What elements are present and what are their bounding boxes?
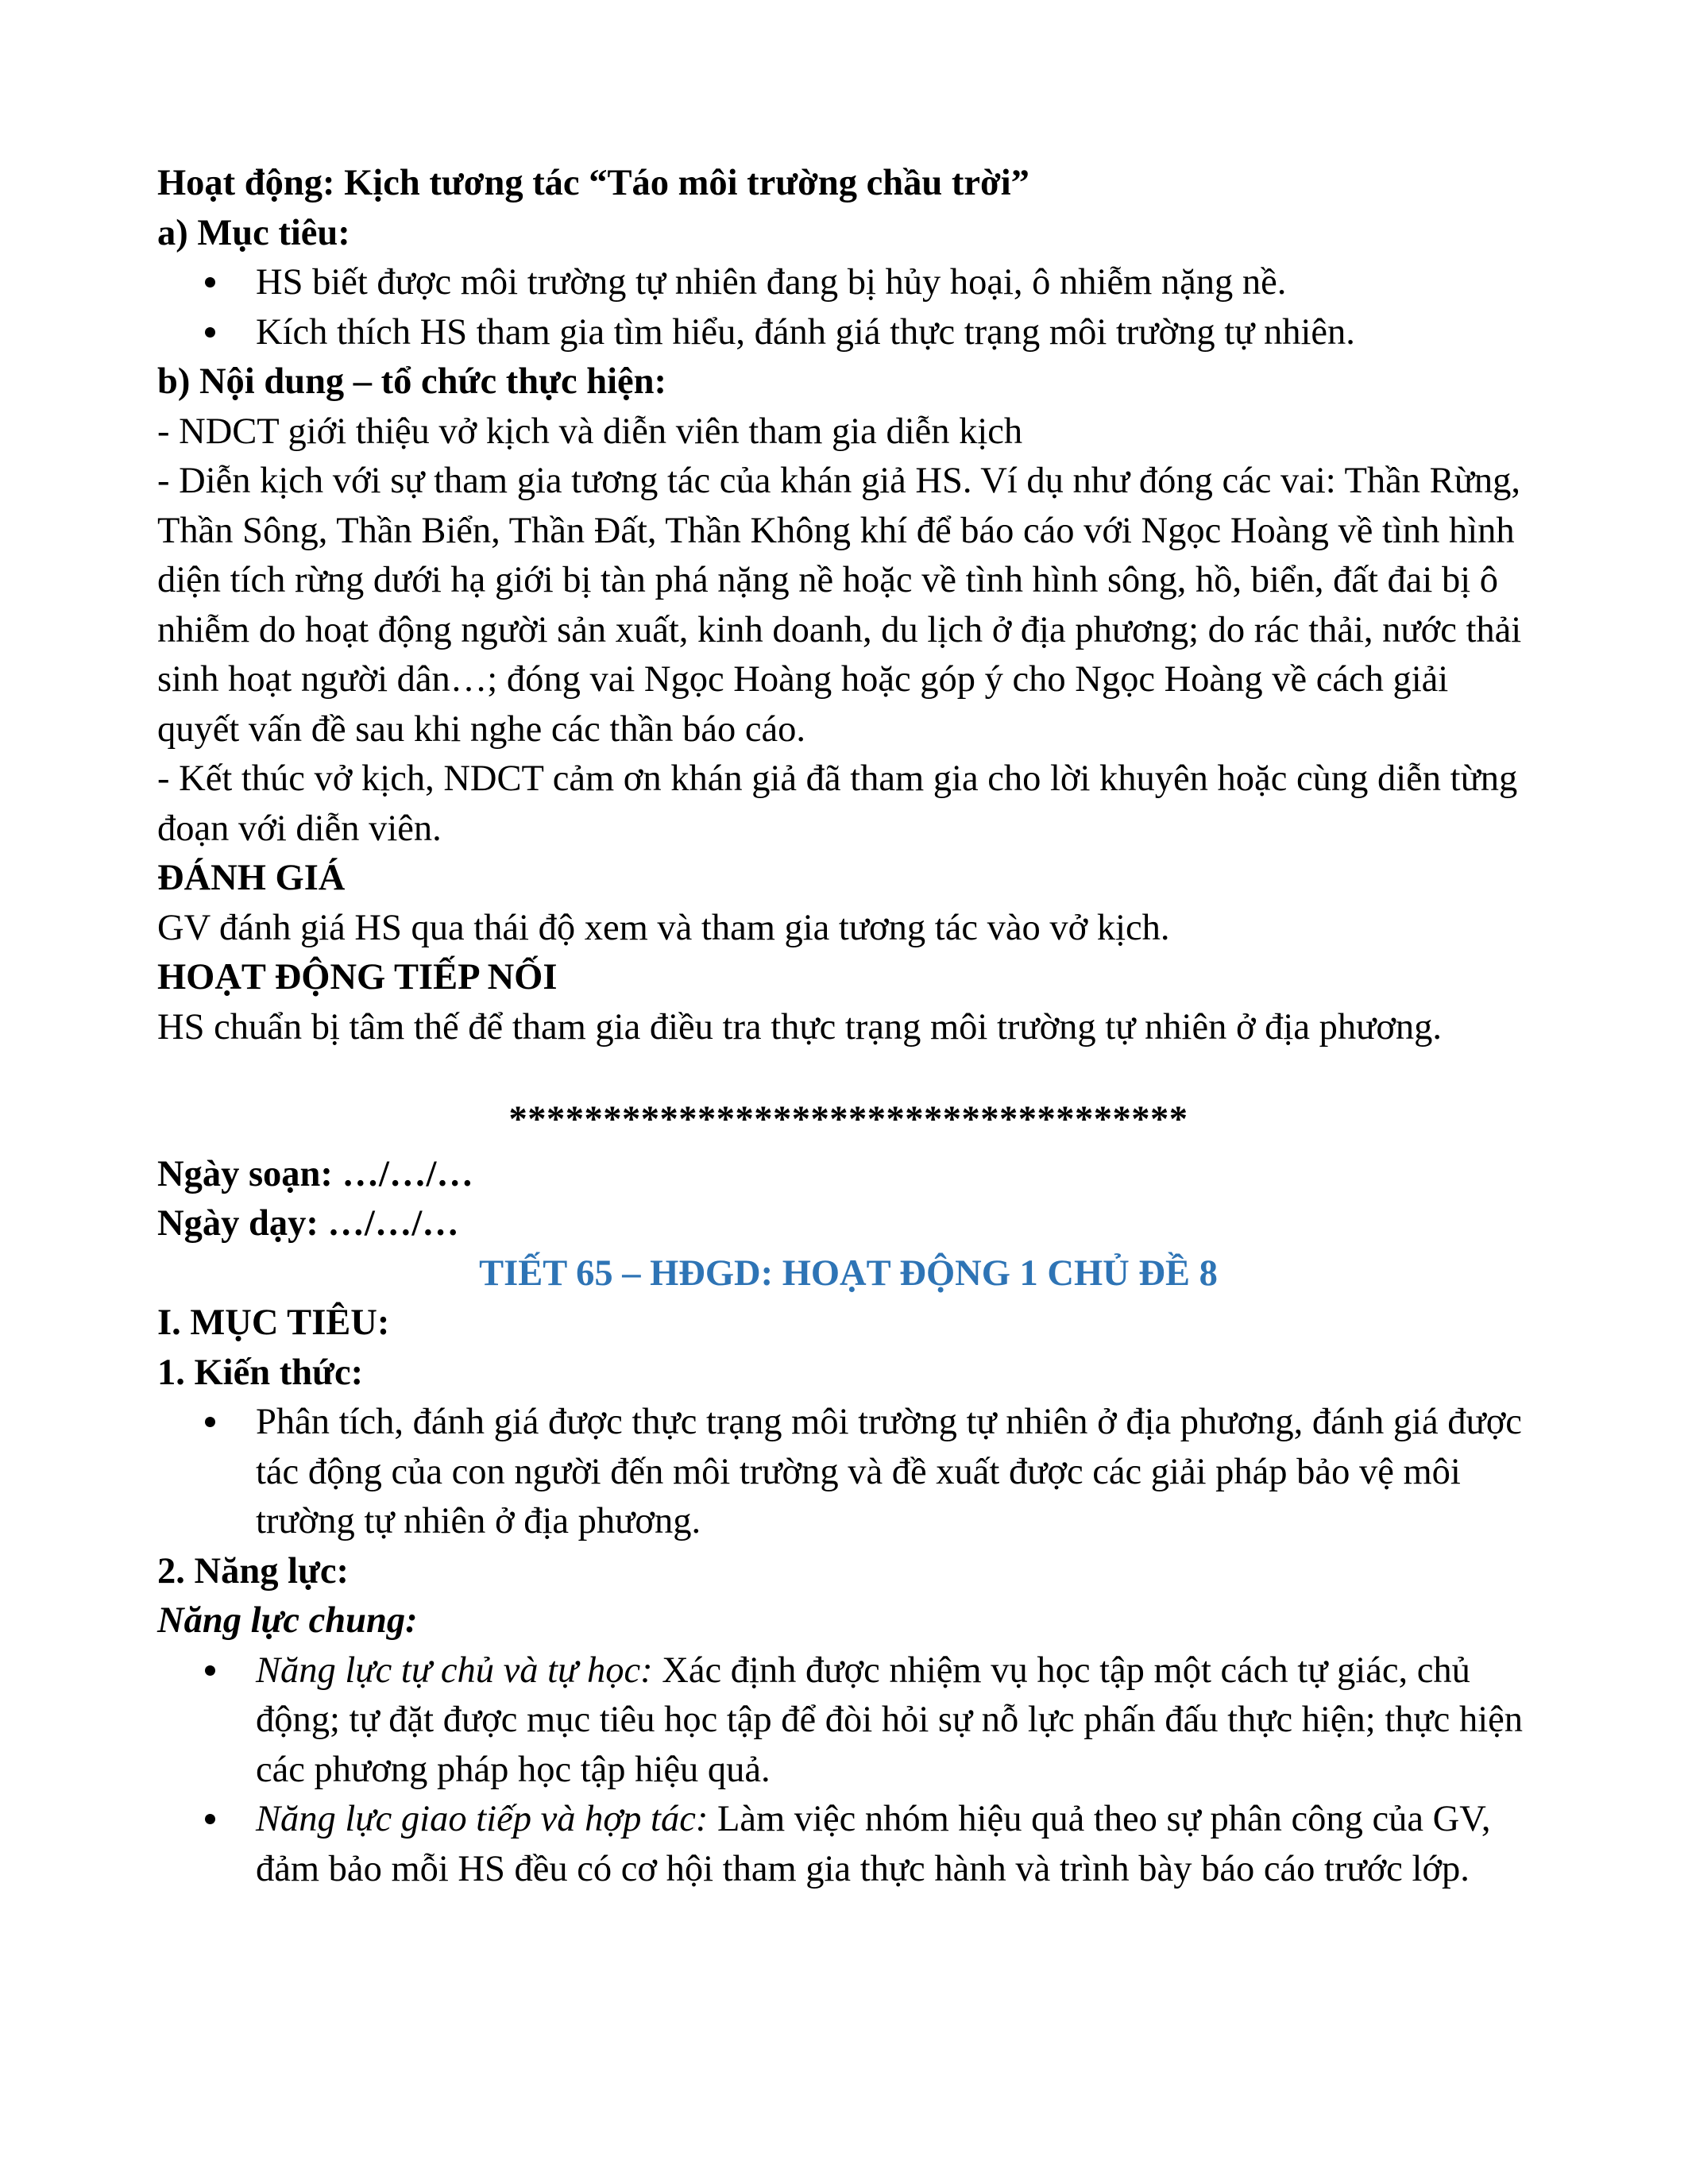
prep-date: Ngày soạn: …/…/…	[157, 1153, 473, 1194]
content-paragraph: - Diễn kịch với sự tham gia tương tác của khán giả HS. Ví dụ như đóng các vai: Thần Rừng, Thần Sông, Thần Biển, Thần Đất, Thần Không khí để báo cáo với Ngọc Hoàng về tình hình diện tích rừng dưới hạ giới bị tàn phá nặng nề hoặc về tình hình sông, hồ, biển, đất đai bị ô nhiễm do hoạt động người sản xuất, kinh doanh, du lịch ở địa phương; do rác thải, nước thải sinh hoạt người dân…; đóng vai Ngọc Hoàng hoặc góp ý cho Ngọc Hoàng về cách giải quyết vấn đề sau khi nghe các thần báo cáo.	[157, 461, 1522, 750]
bullet-icon	[205, 1665, 215, 1676]
document-page	[157, 159, 1539, 1894]
list-item	[157, 1398, 1539, 1547]
list-item	[157, 1646, 1539, 1796]
competency-text: Xác định được nhiệm vụ học tập một cách tự giác, chủ động; tự đặt được mục tiêu học tập để đòi hỏi sự nỗ lực phấn đấu thực hiện; thực hiện các phương pháp học tập hiệu quả.	[256, 1650, 1524, 1790]
activity-title: Hoạt động: Kịch tương tác “Táo môi trường chầu trời”	[157, 163, 1029, 203]
competency-heading: 2. Năng lực:	[157, 1550, 350, 1592]
knowledge-list	[157, 1398, 1539, 1547]
followup-text: HS chuẩn bị tâm thế để tham gia điều tra thực trạng môi trường tự nhiên ở địa phương.	[157, 1006, 1443, 1048]
competency-label: Năng lực giao tiếp và hợp tác:	[256, 1799, 709, 1839]
bullet-icon	[205, 1417, 215, 1427]
lesson-title: TIẾT 65 – HĐGD: HOẠT ĐỘNG 1 CHỦ ĐỀ 8	[479, 1252, 1218, 1294]
bullet-icon	[205, 277, 215, 287]
general-competency-heading: Năng lực chung:	[157, 1600, 418, 1641]
list-item-text: HS biết được môi trường tự nhiên đang bị hủy hoại, ô nhiễm nặng nề.	[256, 262, 1287, 303]
list-item-text: Kích thích HS tham gia tìm hiểu, đánh giá thực trạng môi trường tự nhiên.	[256, 311, 1355, 353]
list-item	[157, 1795, 1539, 1894]
objectives-heading: a) Mục tiêu:	[157, 212, 350, 253]
bullet-icon	[205, 327, 215, 338]
lesson-objectives-heading: I. MỤC TIÊU:	[157, 1302, 390, 1343]
followup-heading: HOẠT ĐỘNG TIẾP NỐI	[157, 957, 558, 997]
separator: ************************************	[508, 1099, 1188, 1140]
competency-label: Năng lực tự chủ và tự học:	[256, 1650, 653, 1691]
competency-text: Làm việc nhóm hiệu quả theo sự phân công của GV, đảm bảo mỗi HS đều có cơ hội tham gia thực hành và trình bày báo cáo trước lớp.	[256, 1799, 1491, 1889]
objectives-list	[157, 258, 1539, 357]
evaluation-text: GV đánh giá HS qua thái độ xem và tham gia tương tác vào vở kịch.	[157, 907, 1170, 948]
list-item	[157, 308, 1539, 358]
content-paragraph: - Kết thúc vở kịch, NDCT cảm ơn khán giả đã tham gia cho lời khuyên hoặc cùng diễn từng đoạn với diễn viên.	[157, 758, 1518, 849]
teach-date: Ngày dạy: …/…/…	[157, 1203, 459, 1244]
content-heading: b) Nội dung – tổ chức thực hiện:	[157, 361, 666, 402]
bullet-icon	[205, 1814, 215, 1824]
content-paragraph: - NDCT giới thiệu vở kịch và diễn viên tham gia diễn kịch	[157, 411, 1023, 452]
knowledge-heading: 1. Kiến thức:	[157, 1352, 364, 1393]
list-item	[157, 258, 1539, 308]
evaluation-heading: ĐÁNH GIÁ	[157, 858, 346, 898]
competency-list	[157, 1646, 1539, 1895]
list-item-text: Phân tích, đánh giá được thực trạng môi trường tự nhiên ở địa phương, đánh giá được tác động của con người đến môi trường và đề xuất được các giải pháp bảo vệ môi trường tự nhiên ở địa phương.	[256, 1402, 1522, 1542]
